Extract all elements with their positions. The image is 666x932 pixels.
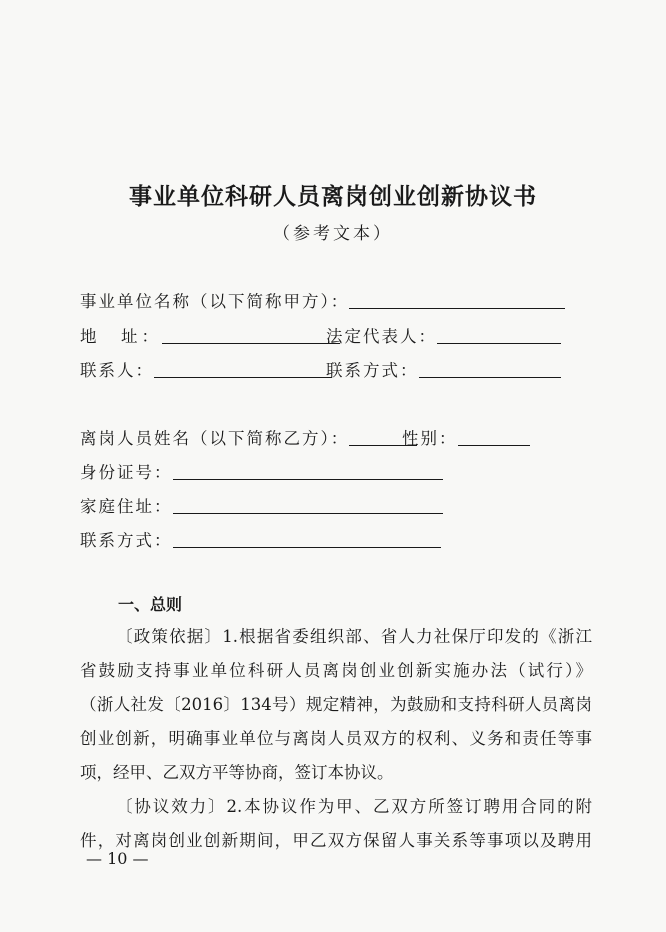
- party-b-contact-method-blank[interactable]: [173, 546, 441, 548]
- paragraph-line: 创业创新，明确事业单位与离岗人员双方的权利、义务和责任等事: [80, 729, 592, 748]
- party-a-contact-person-field: [80, 357, 332, 381]
- section-heading-general: 一、总则: [118, 595, 183, 614]
- paragraph-line: 〔协议效力〕2.本协议作为甲、乙双方所签订聘用合同的附: [116, 797, 592, 816]
- document-title: 事业单位科研人员离岗创业创新协议书: [129, 184, 537, 210]
- party-a-contact-method-label: 联系方式：: [326, 361, 419, 380]
- party-b-home-address-field: [80, 493, 443, 517]
- party-a-address-field: [80, 323, 340, 347]
- party-b-id-label: 身份证号：: [80, 463, 173, 482]
- party-a-name-label: 事业单位名称（以下简称甲方）：: [80, 292, 350, 311]
- party-b-contact-method-field: [80, 527, 441, 551]
- party-a-contact-person-label: 联系人：: [80, 361, 154, 380]
- paragraph-line: 省鼓励支持事业单位科研人员离岗创业创新实施办法（试行）》: [80, 661, 592, 680]
- document-subtitle: （参考文本）: [273, 224, 393, 244]
- party-b-name-field: [80, 425, 417, 449]
- party-a-legal-rep-field: [326, 323, 561, 347]
- party-a-address-label: 地 址：: [80, 327, 162, 346]
- party-a-legal-rep-label: 法定代表人：: [326, 327, 437, 346]
- party-b-gender-label: 性别：: [402, 429, 458, 448]
- party-b-gender-blank[interactable]: [458, 444, 530, 446]
- party-b-home-address-label: 家庭住址：: [80, 497, 173, 516]
- party-b-id-field: [80, 459, 443, 483]
- party-a-legal-rep-blank[interactable]: [437, 342, 561, 344]
- party-a-name-field: [80, 288, 565, 312]
- party-a-contact-method-field: [326, 357, 561, 381]
- paragraph-line: 件，对离岗创业创新期间，甲乙双方保留人事关系等事项以及聘用: [80, 831, 592, 850]
- party-a-address-blank[interactable]: [162, 342, 340, 344]
- party-b-contact-method-label: 联系方式：: [80, 531, 173, 550]
- party-b-gender-field: [402, 425, 530, 449]
- party-a-contact-person-blank[interactable]: [154, 376, 332, 378]
- paragraph-line: 项，经甲、乙双方平等协商，签订本协议。: [80, 763, 394, 782]
- party-b-home-address-blank[interactable]: [173, 512, 443, 514]
- paragraph-line: （浙人社发〔2016〕134号）规定精神，为鼓励和支持科研人员离岗: [80, 695, 592, 714]
- paragraph-line: 〔政策依据〕1.根据省委组织部、省人力社保厅印发的《浙江: [116, 627, 592, 646]
- party-a-contact-method-blank[interactable]: [419, 376, 561, 378]
- party-b-id-blank[interactable]: [173, 478, 443, 480]
- party-a-name-blank[interactable]: [349, 307, 565, 309]
- party-b-name-label: 离岗人员姓名（以下简称乙方）：: [80, 429, 350, 448]
- page-number: — 10 —: [86, 849, 149, 868]
